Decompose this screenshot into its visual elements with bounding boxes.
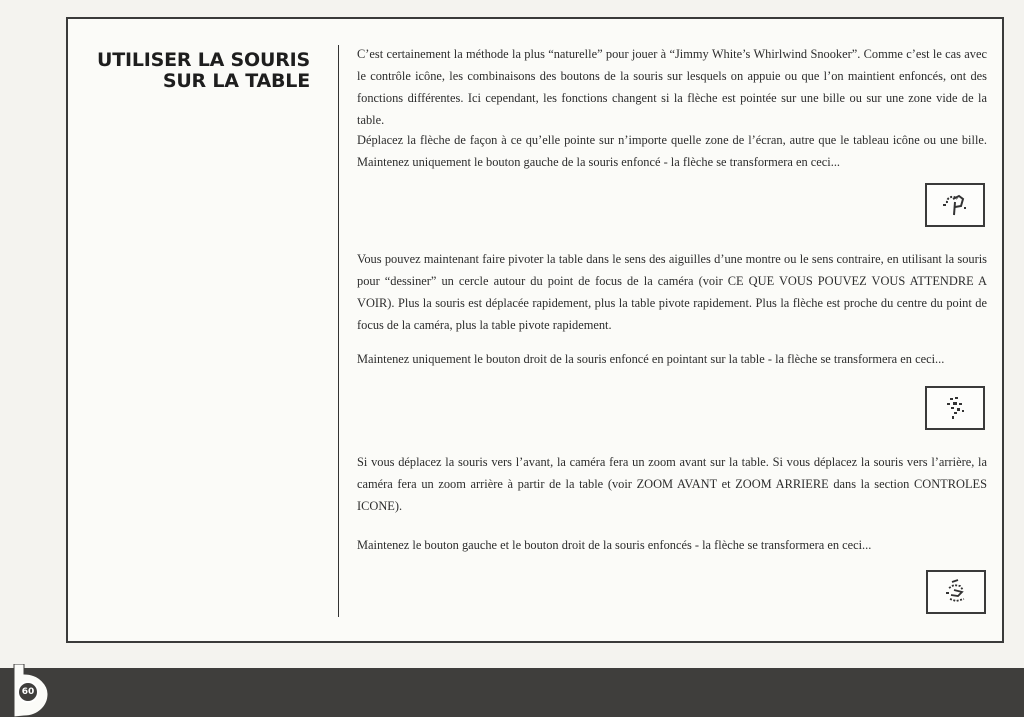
rotate-cursor-icon bbox=[925, 183, 985, 227]
paragraph-both-buttons: Maintenez le bouton gauche et le bouton droit de la souris enfoncés - la flèche se transformera en ceci... bbox=[357, 538, 872, 552]
zoom-cursor-glyph bbox=[937, 393, 973, 423]
paragraph-rotate: Vous pouvez maintenant faire pivoter la table dans le sens des aiguilles d’une montre ou le sens contraire, en utilisant la souris pour “dessiner” un cercle autour du point de focus de la caméra (voir CE QUE VOUS POUVEZ VOUS ATTENDRE A VOIR). Plus la souris est déplacée rapidement, plus la table pivote rapidement. Plus la flèche est proche du centre du point de focus de la caméra, plus la table pivote rapidement. bbox=[357, 252, 987, 332]
zoom-cursor-icon bbox=[925, 386, 985, 430]
heading-line-2: SUR LA TABLE bbox=[162, 70, 310, 92]
both-buttons-cursor-icon bbox=[926, 570, 986, 614]
section-heading bbox=[80, 50, 310, 92]
paragraph-intro: C’est certainement la méthode la plus “naturelle” pour jouer à “Jimmy White’s Whirlwind Snooker”. Comme c’est le cas avec le contrôle icône, les combinaisons des boutons de la souris sur lesquels on appuie ou que l’on maintient enfoncés, ont des fonctions différentes. Ici cependant, les fonctions changent si la flèche est pointée sur une bille ou sur une zone vide de la table. bbox=[357, 47, 987, 127]
rotate-cursor-glyph bbox=[937, 190, 973, 220]
both-buttons-cursor-glyph bbox=[938, 577, 974, 607]
paragraph-zoom: Si vous déplacez la souris vers l’avant, la caméra fera un zoom avant sur la table. Si vous déplacez la souris vers l’arrière, la caméra fera un zoom arrière à partir de la table (voir ZOOM AVANT et ZOOM ARRIERE dans la section CONTROLES ICONE). bbox=[357, 455, 987, 513]
paragraph-right-button: Maintenez uniquement le bouton droit de la souris enfoncé en pointant sur la table - la flèche se transformera en ceci... bbox=[357, 352, 945, 366]
footer-bar bbox=[0, 668, 1024, 717]
paragraph-left-button: Déplacez la flèche de façon à ce qu’elle pointe sur n’importe quelle zone de l’écran, autre que le tableau icône ou une bille. Maintenez uniquement le bouton gauche de la souris enfoncé - la flèche se transformera en ceci... bbox=[357, 133, 987, 169]
page-number: 60 bbox=[17, 681, 39, 703]
heading-line-1: UTILISER LA SOURIS bbox=[96, 49, 310, 71]
column-divider bbox=[338, 45, 339, 617]
